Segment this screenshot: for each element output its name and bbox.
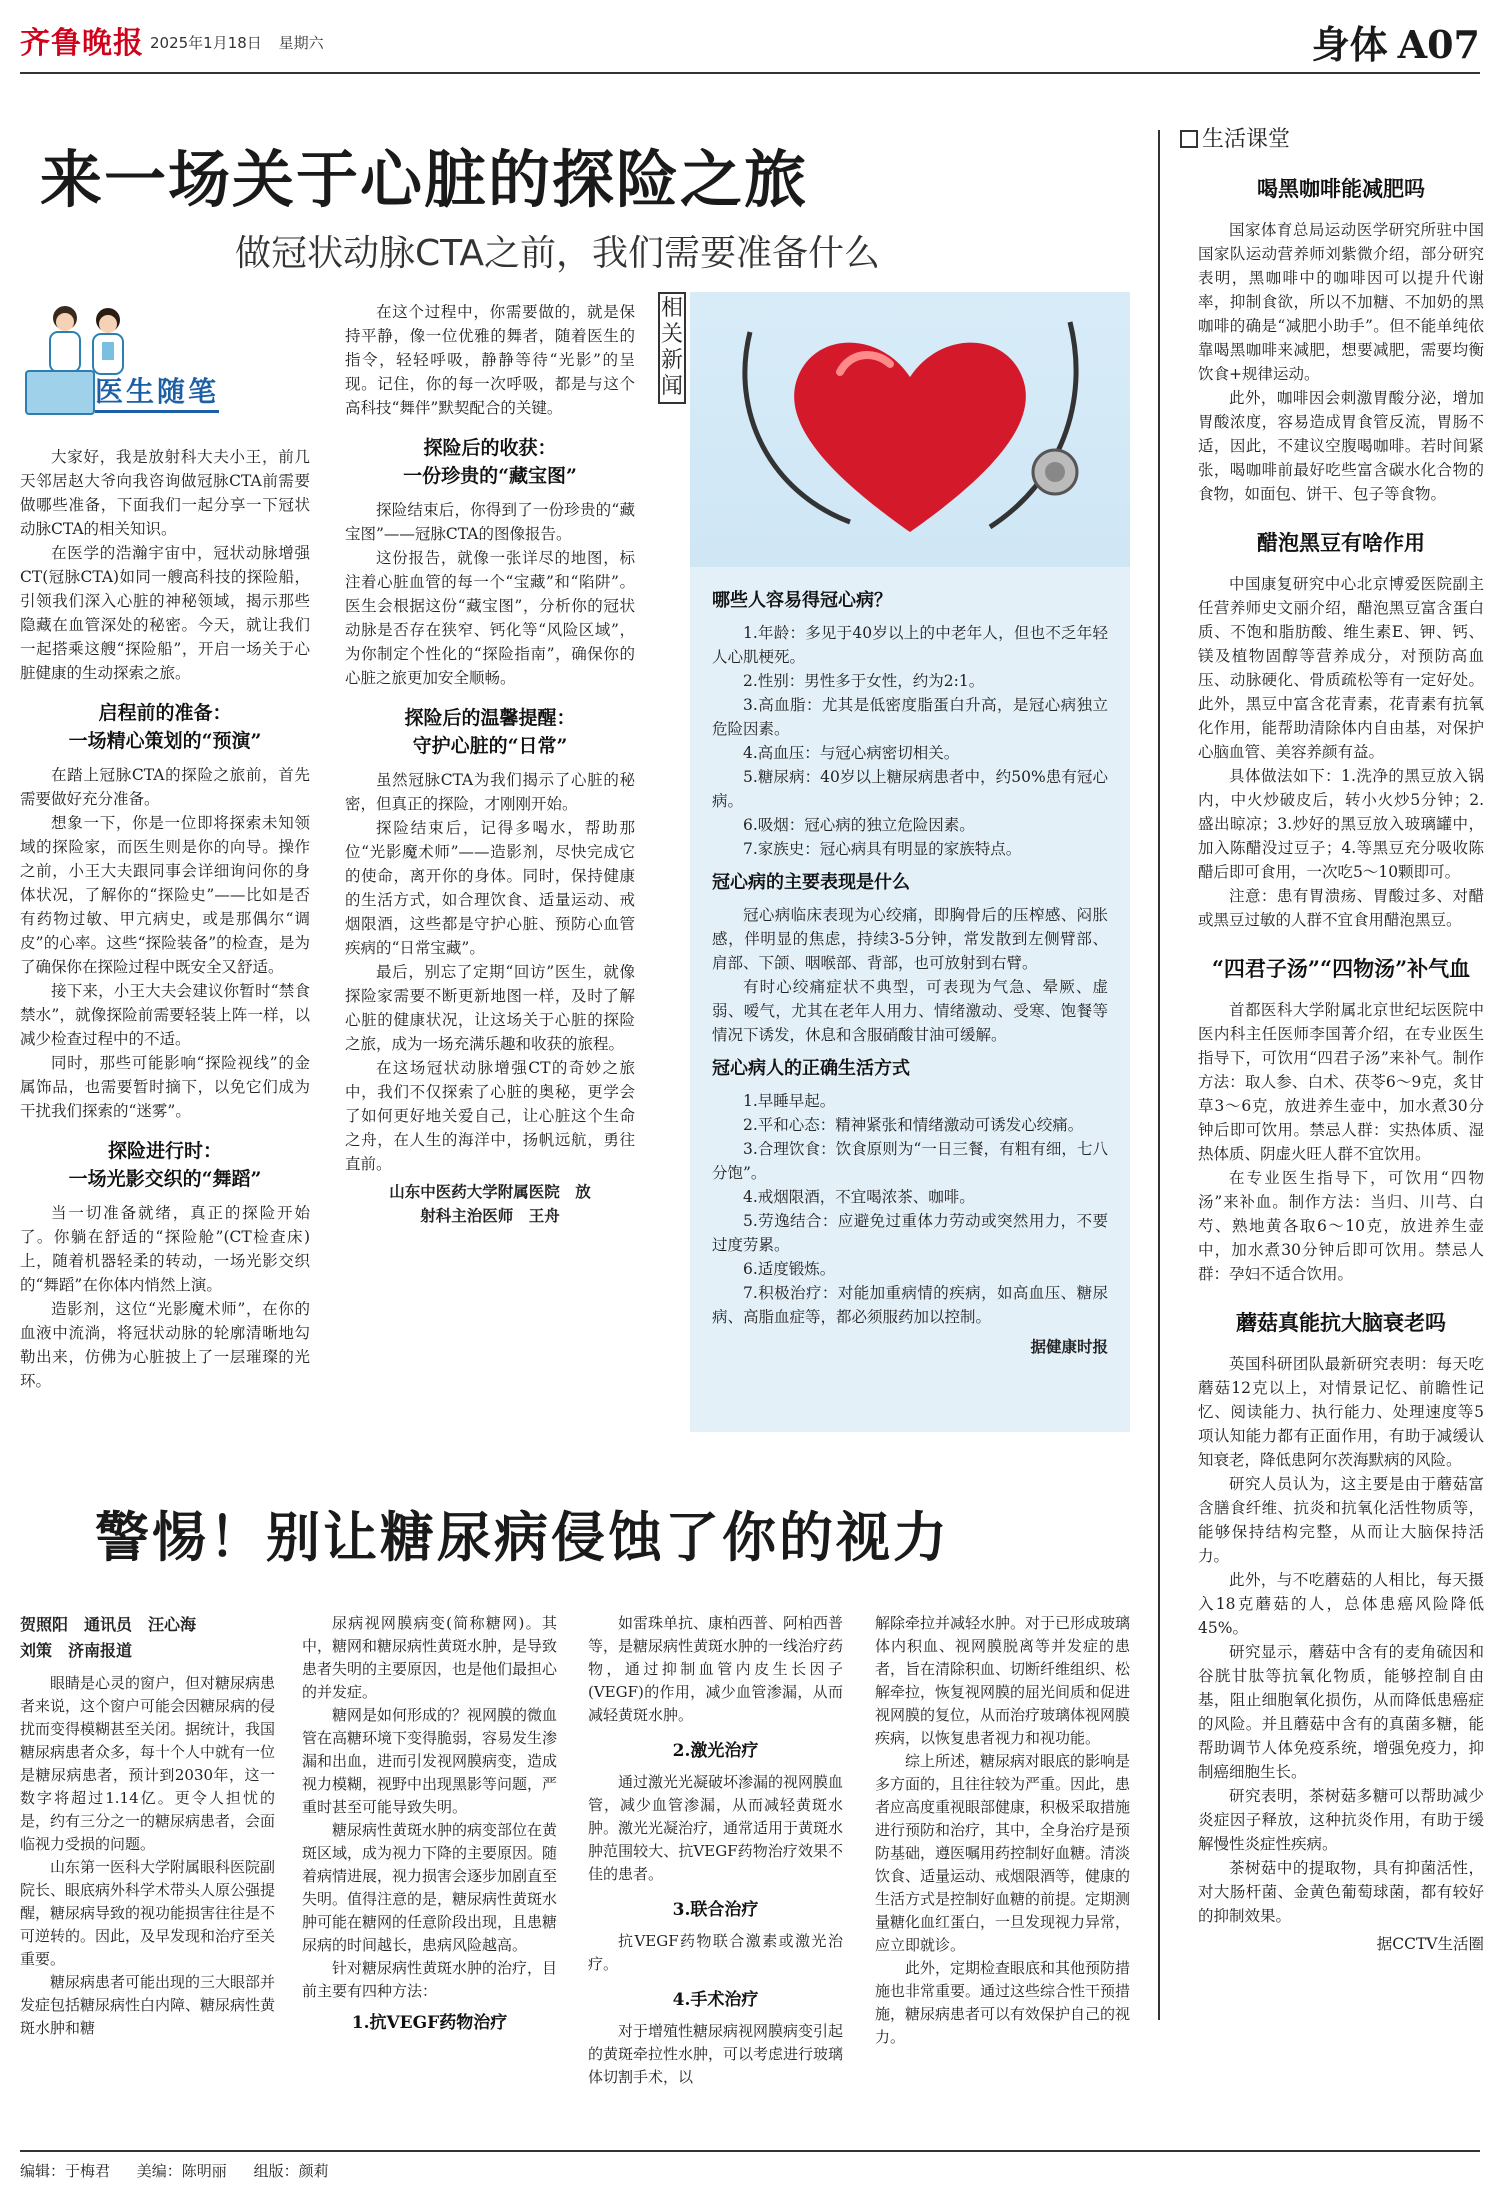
article2-byline: 贺照阳 通讯员 汪心海 刘策 济南报道: [20, 1615, 197, 1660]
subhead-prep: 启程前的准备： 一场精心策划的“预演”: [68, 702, 262, 752]
masthead-logo: 齐鲁晚报: [20, 26, 144, 61]
paragraph: 在专业医生指导下，可饮用“四物汤”来补血。制作方法：当归、川芎、白芍、熟地黄各取6～10克，放进养生壶中，加水煮30分钟后即可饮用。禁忌人群：孕妇不适合饮用。: [1198, 1169, 1484, 1283]
subhead-mushroom: 蘑菇真能抗大脑衰老吗: [1236, 1310, 1446, 1335]
article2-title: 警惕！别让糖尿病侵蚀了你的视力: [95, 1505, 950, 1569]
paragraph: 在这个过程中，你需要做的，就是保持平静，像一位优雅的舞者，随着医生的指令，轻轻呼吸，静静等待“光影”的呈现。记住，你的每一次呼吸，都是与这个高科技“舞伴”默契配合的关键。: [345, 303, 635, 417]
life-class-header: 生活课堂: [1180, 122, 1290, 153]
subhead-laser: 2.激光治疗: [672, 1741, 759, 1761]
page-header: [20, 0, 1480, 70]
issue-weekday: 星期六: [278, 34, 324, 52]
article2-column-4: [875, 1612, 1130, 2049]
list-item: 3.高血脂：尤其是低密度脂蛋白升高，是冠心病独立危险因素。: [712, 696, 1108, 738]
article1-subtitle: 做冠状动脉CTA之前，我们需要准备什么: [235, 233, 880, 274]
paragraph: 研究表明，茶树菇多糖可以帮助减少炎症因子释放，这种抗炎作用，有助于缓解慢性炎症性疾病。: [1198, 1787, 1484, 1853]
paragraph: 在这场冠状动脉增强CT的奇妙之旅中，我们不仅探索了心脏的奥秘，更学会了如何更好地关爱自己，让心脏这个生命之舟，在人生的海洋中，扬帆远航，勇往直前。: [345, 1059, 635, 1173]
subhead-procedure: 探险进行时： 一场光影交织的“舞蹈”: [68, 1140, 262, 1190]
article2-column-1: [20, 1672, 275, 2040]
paragraph: 抗VEGF药物联合激素或激光治疗。: [588, 1932, 843, 1973]
list-item: 1.年龄：多见于40岁以上的中老年人，但也不乏年轻人心肌梗死。: [712, 624, 1108, 666]
subhead-surgery: 4.手术治疗: [672, 1990, 759, 2010]
dateline: [150, 32, 336, 53]
paragraph: 冠心病临床表现为心绞痛，即胸骨后的压榨感、闷胀感，伴明显的焦虑，持续3-5分钟，常发散到左侧臂部、肩部、下颌、咽喉部、背部，也可放射到右臂。: [712, 906, 1108, 972]
square-icon: [1180, 130, 1198, 148]
list-item: 5.糖尿病：40岁以上糖尿病患者中，约50%患有冠心病。: [712, 768, 1108, 810]
paragraph: 如雷珠单抗、康柏西普、阿柏西普等，是糖尿病性黄斑水肿的一线治疗药物，通过抑制血管内皮生长因子(VEGF)的作用，减少血管渗漏，从而减轻黄斑水肿。: [588, 1614, 844, 1724]
paragraph: 眼睛是心灵的窗户，但对糖尿病患者来说，这个窗户可能会因糖尿病的侵扰而变得模糊甚至关闭。据统计，我国糖尿病患者众多，每十个人中就有一位是糖尿病患者，预计到2030年，这一数字将超过1.14亿。更令人担忧的是，约有三分之一的糖尿病患者，会面临视力受损的问题。: [20, 1674, 276, 1853]
paragraph: 茶树菇中的提取物，具有抑菌活性，对大肠杆菌、金黄色葡萄球菌，都有较好的抑制效果。: [1198, 1859, 1484, 1925]
subhead-herbal-soup: “四君子汤”“四物汤”补气血: [1211, 956, 1471, 981]
list-item: 4.戒烟限酒，不宜喝浓茶、咖啡。: [743, 1188, 975, 1206]
list-item: 2.性别：男性多于女性，约为2:1。: [743, 672, 985, 690]
list-item: 1.早睡早起。: [743, 1092, 836, 1110]
subhead-aftercare: 探险后的温馨提醒： 守护心脏的“日常”: [404, 707, 576, 757]
book-icon: [25, 370, 95, 415]
paragraph: 此外，与不吃蘑菇的人相比，每天摄入18克蘑菇的人，总体患癌风险降低45%。: [1198, 1571, 1484, 1637]
heart-icon: [690, 292, 1130, 567]
page-number: A07: [1397, 22, 1480, 67]
related-info-box: [690, 567, 1130, 1432]
paragraph: 尿病视网膜病变(简称糖网)。其中，糖网和糖尿病性黄斑水肿，是导致患者失明的主要原因，也是他们最担心的并发症。: [302, 1614, 558, 1701]
list-item: 5.劳逸结合：应避免过重体力劳动或突然用力，不要过度劳累。: [712, 1212, 1108, 1254]
source-credit: 据CCTV生活圈: [1376, 1935, 1484, 1953]
editor-credit: 编辑：于梅君: [20, 2162, 111, 2180]
subhead-gain: 探险后的收获： 一份珍贵的“藏宝图”: [403, 437, 577, 487]
paragraph: 在医学的浩瀚宇宙中，冠状动脉增强CT(冠脉CTA)如同一艘高科技的探险船，引领我们深入心脏的神秘领域，揭示那些隐藏在血管深处的秘密。今天，就让我们一起搭乘这艘“探险船”，开启一场关于心脏健康的生动探索之旅。: [20, 544, 310, 682]
paragraph: 在踏上冠脉CTA的探险之旅前，首先需要做好充分准备。: [20, 766, 310, 808]
list-item: 3.合理饮食：饮食原则为“一日三餐，有粗有细，七八分饱”。: [712, 1140, 1108, 1182]
paragraph: 对于增殖性糖尿病视网膜病变引起的黄斑牵拉性水肿，可以考虑进行玻璃体切割手术，以: [588, 2022, 844, 2086]
paragraph: 大家好，我是放射科大夫小王，前几天邻居赵大爷向我咨询做冠脉CTA前需要做哪些准备，下面我们一起分享一下冠状动脉CTA的相关知识。: [20, 448, 310, 538]
doctor-essay-badge: [20, 300, 260, 440]
paragraph: 这份报告，就像一张详尽的地图，标注着心脏血管的每一个“宝藏”和“陷阱”。医生会根据这份“藏宝图”，分析你的冠状动脉是否存在狭窄、钙化等“风险区域”，为你制定个性化的“探险指南”，确保你的心脏之旅更加安全顺畅。: [345, 549, 635, 687]
subhead-vegf: 1.抗VEGF药物治疗: [351, 2013, 508, 2033]
paragraph: 想象一下，你是一位即将探索未知领域的探险家，而医生则是你的向导。操作之前，小王大夫跟同事会详细询问你的身体状况，了解你的“探险史”——比如是否有药物过敏、甲亢病史，或是那偶尔“调皮”的心率。这些“探险装备”的检查，是为了确保你在探险过程中既安全又舒适。: [20, 814, 310, 976]
paragraph: 山东第一医科大学附属眼科医院副院长、眼底病外科学术带头人原公强提醒，糖尿病导致的视功能损害往往是不可逆转的。因此，及早发现和治疗至关重要。: [20, 1858, 276, 1968]
paragraph: 具体做法如下：1.洗净的黑豆放入锅内，中火炒破皮后，转小火炒5分钟；2.盛出晾凉；3.炒好的黑豆放入玻璃罐中，加入陈醋没过豆子；4.等黑豆充分吸收陈醋后即可食用，一次吃5～10颗即可。: [1198, 767, 1484, 881]
article1-column-2: [345, 300, 635, 1228]
author-credit: 山东中医药大学附属医院 放 射科主治医师 王舟: [389, 1182, 591, 1225]
list-item: 7.积极治疗：对能加重病情的疾病，如高血压、糖尿病、高脂血症等，都必须服药加以控制。: [712, 1284, 1108, 1326]
paragraph: 此外，定期检查眼底和其他预防措施也非常重要。通过这些综合性干预措施，糖尿病患者可以有效保护自己的视力。: [875, 1959, 1131, 2046]
page-footer: [20, 2150, 1480, 2181]
paragraph: 探险结束后，记得多喝水，帮助那位“光影魔术师”——造影剂，尽快完成它的使命，离开你的身体。同时，保持健康的生活方式，如合理饮食、适量运动、戒烟限酒，这些都是守护心脏、预防心血管疾病的“日常宝藏”。: [345, 819, 635, 957]
paragraph: 研究人员认为，这主要是由于蘑菇富含膳食纤维、抗炎和抗氧化活性物质等，能够保持结构完整，从而让大脑保持活力。: [1198, 1475, 1484, 1565]
paragraph: 英国科研团队最新研究表明：每天吃蘑菇12克以上，对情景记忆、前瞻性记忆、阅读能力、执行能力、处理速度等5项认知能力都有正面作用，有助于减缓认知衰老，降低患阿尔茨海默病的风险。: [1198, 1355, 1484, 1469]
column-label: 医生随笔: [95, 370, 219, 413]
life-class-column: [1198, 162, 1484, 1956]
issue-date: 2025年1月18日: [150, 34, 262, 52]
paragraph: 接下来，小王大夫会建议你暂时“禁食禁水”，就像探险前需要轻装上阵一样，以减少检查过程中的不适。: [20, 982, 310, 1048]
paragraph: 通过激光光凝破坏渗漏的视网膜血管，减少血管渗漏，从而减轻黄斑水肿。激光光凝治疗，通常适用于黄斑水肿范围较大、抗VEGF药物治疗效果不佳的患者。: [588, 1773, 844, 1883]
info-question-2: 冠心病的主要表现是什么: [712, 872, 910, 893]
paragraph: 糖尿病患者可能出现的三大眼部并发症包括糖尿病性白内障、糖尿病性黄斑水肿和糖: [20, 1973, 276, 2037]
related-news-tag: 相关新闻: [658, 292, 686, 404]
header-rule: [20, 72, 1480, 74]
art-credit: 美编：陈明丽: [136, 2162, 227, 2180]
article2-column-3: [588, 1612, 843, 2089]
article1-title: 来一场关于心脏的探险之旅: [40, 143, 809, 216]
subhead-combined: 3.联合治疗: [672, 1900, 759, 1920]
source-credit: 据健康时报: [1030, 1337, 1108, 1356]
list-item: 7.家族史：冠心病具有明显的家族特点。: [743, 840, 1022, 858]
layout-credit: 组版：颜莉: [253, 2162, 329, 2180]
list-item: 4.高血压：与冠心病密切相关。: [743, 744, 960, 762]
article2-column-2: [302, 1612, 557, 2043]
paragraph: 糖尿病性黄斑水肿的病变部位在黄斑区域，成为视力下降的主要原因。随着病情进展，视力损害会逐步加剧直至失明。值得注意的是，糖尿病性黄斑水肿可能在糖网的任意阶段出现，且患糖尿病的时间越长，患病风险越高。: [302, 1821, 558, 1954]
paragraph: 当一切准备就绪，真正的探险开始了。你躺在舒适的“探险舱”(CT检查床)上，随着机器轻柔的转动，一场光影交织的“舞蹈”在你体内悄然上演。: [20, 1204, 310, 1294]
paragraph: 综上所述，糖尿病对眼底的影响是多方面的，且往往较为严重。因此，患者应高度重视眼部健康，积极采取措施进行预防和治疗，其中，全身治疗是预防基础，遵医嘱用药控制好血糖。清淡饮食、适量运动、戒烟限酒等，健康的生活方式是控制好血糖的前提。定期测量糖化血红蛋白，一旦发现视力异常，应立即就诊。: [875, 1752, 1131, 1954]
list-item: 2.平和心态：精神紧张和情绪激动可诱发心绞痛。: [743, 1116, 1084, 1134]
paragraph: 探险结束后，你得到了一份珍贵的“藏宝图”——冠脉CTA的图像报告。: [345, 501, 635, 543]
paragraph: 虽然冠脉CTA为我们揭示了心脏的秘密，但真正的探险，才刚刚开始。: [345, 771, 635, 813]
paragraph: 首都医科大学附属北京世纪坛医院中医内科主任医师李国菁介绍，在专业医生指导下，可饮用“四君子汤”来补气。制作方法：取人参、白术、茯苓6～9克，炙甘草3～6克，放进养生壶中，加水煮30分钟后即可饮用。禁忌人群：实热体质、湿热体质、阴虚火旺人群不宜饮用。: [1198, 1001, 1484, 1163]
paragraph: 注意：患有胃溃疡、胃酸过多、对醋或黑豆过敏的人群不宜食用醋泡黑豆。: [1198, 887, 1484, 929]
paragraph: 国家体育总局运动医学研究所驻中国国家队运动营养师刘紫微介绍，部分研究表明，黑咖啡中的咖啡因可以提升代谢率，抑制食欲，所以不加糖、不加奶的黑咖啡的确是“减肥小助手”。但不能单纯依靠喝黑咖啡来减肥，想要减肥，需要均衡饮食+规律运动。: [1198, 221, 1484, 383]
subhead-vinegar-beans: 醋泡黑豆有啥作用: [1257, 530, 1425, 555]
paragraph: 最后，别忘了定期“回访”医生，就像探险家需要不断更新地图一样，及时了解心脏的健康状况，让这场关于心脏的探险之旅，成为一场充满乐趣和收获的旅程。: [345, 963, 635, 1053]
list-item: 6.适度锻炼。: [743, 1260, 836, 1278]
right-column-rule: [1158, 130, 1160, 2020]
section-label: [1312, 14, 1480, 69]
list-item: 6.吸烟：冠心病的独立危险因素。: [743, 816, 975, 834]
info-question-3: 冠心病人的正确生活方式: [712, 1058, 910, 1079]
section-name: 身体: [1311, 22, 1388, 67]
paragraph: 针对糖尿病性黄斑水肿的治疗，目前主要有四种方法：: [302, 1959, 558, 2000]
info-question-1: 哪些人容易得冠心病？: [712, 590, 892, 611]
article1-column-1: [20, 445, 310, 1393]
paragraph: 中国康复研究中心北京博爱医院副主任营养师史文丽介绍，醋泡黑豆富含蛋白质、不饱和脂肪酸、维生素E、钾、钙、镁及植物固醇等营养成分，对预防高血压、动脉硬化、骨质疏松等有一定好处。此外，黑豆中富含花青素，花青素有抗氧化作用，能帮助清除体内自由基，对保护心脑血管、美容养颜有益。: [1198, 575, 1484, 761]
paragraph: 有时心绞痛症状不典型，可表现为气急、晕厥、虚弱、嗳气，尤其在老年人用力、情绪激动、受寒、饱餐等情况下诱发，休息和含服硝酸甘油可缓解。: [712, 978, 1108, 1044]
heart-stethoscope-image: [690, 292, 1130, 567]
paragraph: 解除牵拉并减轻水肿。对于已形成玻璃体内积血、视网膜脱离等并发症的患者，旨在清除积血、切断纤维组织、松解牵拉，恢复视网膜的屈光间质和促进视网膜的复位，从而治疗玻璃体视网膜疾病，以恢复患者视力和视功能。: [875, 1614, 1131, 1747]
subhead-coffee: 喝黑咖啡能减肥吗: [1257, 176, 1425, 201]
paragraph: 同时，那些可能影响“探险视线”的金属饰品，也需要暂时摘下，以免它们成为干扰我们探索的“迷雾”。: [20, 1054, 310, 1120]
paragraph: 此外，咖啡因会刺激胃酸分泌，增加胃酸浓度，容易造成胃食管反流，胃肠不适，因此，不建议空腹喝咖啡。若时间紧张，喝咖啡前最好吃些富含碳水化合物的食物，如面包、饼干、包子等食物。: [1198, 389, 1484, 503]
paragraph: 糖网是如何形成的？视网膜的微血管在高糖环境下变得脆弱，容易发生渗漏和出血，进而引发视网膜病变，造成视力模糊，视野中出现黑影等问题，严重时甚至可能导致失明。: [302, 1706, 558, 1816]
paragraph: 造影剂，这位“光影魔术师”，在你的血液中流淌，将冠状动脉的轮廓清晰地勾勒出来，仿佛为心脏披上了一层璀璨的光环。: [20, 1300, 310, 1390]
paragraph: 研究显示，蘑菇中含有的麦角硫因和谷胱甘肽等抗氧化物质，能够控制自由基，阻止细胞氧化损伤，从而降低患癌症的风险。并且蘑菇中含有的真菌多糖，能帮助调节人体免疫系统，增强免疫力，抑制癌细胞生长。: [1198, 1643, 1484, 1781]
